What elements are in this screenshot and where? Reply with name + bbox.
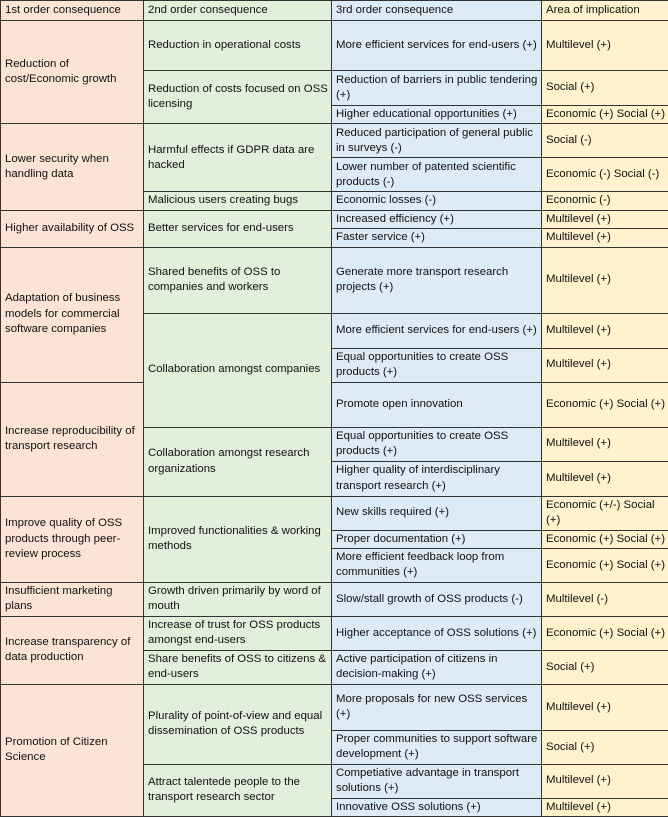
table-row [1,247,668,313]
first-order-cell: Increase reproducibility of transport research [1,382,144,496]
third-order-cell: Higher quality of interdisciplinary transport research (+) [332,461,542,496]
third-order-cell: Active participation of citizens in decision-making (+) [332,650,542,684]
area-cell: Economic (-) Social (-) [542,158,668,192]
table-row [1,496,668,530]
area-cell: Economic (-) [542,192,668,210]
third-order-cell: Reduced participation of general public in surveys (-) [332,124,542,158]
third-order-cell: More efficient feedback loop from communities (+) [332,548,542,582]
third-order-cell: More proposals for new OSS services (+) [332,684,542,730]
area-cell: Multilevel (+) [542,684,668,730]
area-cell: Multilevel (+) [542,21,668,71]
area-cell: Social (+) [542,71,668,106]
third-order-cell: More efficient services for end-users (+) [332,313,542,348]
third-order-cell: Increased efficiency (+) [332,210,542,228]
second-order-cell: Growth driven primarily by word of mouth [144,582,332,616]
second-order-cell: Shared benefits of OSS to companies and workers [144,247,332,313]
third-order-cell: Proper documentation (+) [332,530,542,548]
second-order-cell: Attract talentede people to the transport research sector [144,764,332,816]
area-cell: Multilevel (+) [542,764,668,798]
first-order-cell: Increase transparency of data production [1,616,144,684]
area-cell: Economic (+) Social (+) [542,616,668,650]
third-order-cell: Innovative OSS solutions (+) [332,798,542,816]
first-order-cell: Promotion of Citizen Science [1,684,144,816]
first-order-cell: Reduction of cost/Economic growth [1,21,144,124]
area-cell: Economic (+) Social (+) [542,106,668,124]
second-order-cell: Collaboration amongst companies [144,313,332,427]
header-second-order: 2nd order consequence [144,1,332,21]
area-cell: Multilevel (+) [542,247,668,313]
first-order-cell: Higher availability of OSS [1,210,144,247]
area-cell: Multilevel (+) [542,427,668,461]
third-order-cell: Promote open innovation [332,382,542,427]
second-order-cell: Harmful effects if GDPR data are hacked [144,124,332,192]
area-cell: Multilevel (+) [542,348,668,382]
third-order-cell: Equal opportunities to create OSS products (+) [332,348,542,382]
area-cell: Economic (+/-) Social (+) [542,496,668,530]
table-row [1,210,668,228]
area-cell: Social (+) [542,650,668,684]
header-third-order: 3rd order consequence [332,1,542,21]
second-order-cell: Collaboration amongst research organizations [144,427,332,496]
second-order-cell: Malicious users creating bugs [144,192,332,210]
area-cell: Social (+) [542,730,668,764]
third-order-cell: Lower number of patented scientific products (-) [332,158,542,192]
table-row [1,382,668,427]
second-order-cell: Increase of trust for OSS products amongst end-users [144,616,332,650]
table-row [1,21,668,71]
second-order-cell: Plurality of point-of-view and equal dissemination of OSS products [144,684,332,764]
third-order-cell: Reduction of barriers in public tendering (+) [332,71,542,106]
header-area-of-implication: Area of implication [542,1,668,21]
area-cell: Multilevel (+) [542,210,668,228]
third-order-cell: Faster service (+) [332,229,542,247]
first-order-cell: Improve quality of OSS products through peer-review process [1,496,144,582]
third-order-cell: Economic losses (-) [332,192,542,210]
table-row [1,616,668,650]
third-order-cell: Slow/stall growth of OSS products (-) [332,582,542,616]
table-row [1,582,668,616]
area-cell: Social (-) [542,124,668,158]
third-order-cell: Generate more transport research projects (+) [332,247,542,313]
area-cell: Multilevel (+) [542,461,668,496]
second-order-cell: Improved functionalities & working methods [144,496,332,582]
area-cell: Multilevel (+) [542,798,668,816]
table-row [1,684,668,730]
area-cell: Economic (+) Social (+) [542,548,668,582]
area-cell: Multilevel (+) [542,313,668,348]
area-cell: Economic (+) Social (+) [542,382,668,427]
table-row [1,124,668,158]
third-order-cell: Higher acceptance of OSS solutions (+) [332,616,542,650]
second-order-cell: Share benefits of OSS to citizens & end-users [144,650,332,684]
third-order-cell: New skills required (+) [332,496,542,530]
second-order-cell: Reduction in operational costs [144,21,332,71]
area-cell: Economic (+) Social (+) [542,530,668,548]
header-row [1,1,668,21]
header-first-order: 1st order consequence [1,1,144,21]
first-order-cell: Adaptation of business models for commercial software companies [1,247,144,382]
third-order-cell: More efficient services for end-users (+) [332,21,542,71]
third-order-cell: Proper communities to support software development (+) [332,730,542,764]
third-order-cell: Higher educational opportunities (+) [332,106,542,124]
first-order-cell: Insufficient marketing plans [1,582,144,616]
area-cell: Multilevel (+) [542,229,668,247]
first-order-cell: Lower security when handling data [1,124,144,210]
third-order-cell: Equal opportunities to create OSS products (+) [332,427,542,461]
second-order-cell: Better services for end-users [144,210,332,247]
area-cell: Multilevel (-) [542,582,668,616]
second-order-cell: Reduction of costs focused on OSS licensing [144,71,332,124]
third-order-cell: Competiative advantage in transport solutions (+) [332,764,542,798]
